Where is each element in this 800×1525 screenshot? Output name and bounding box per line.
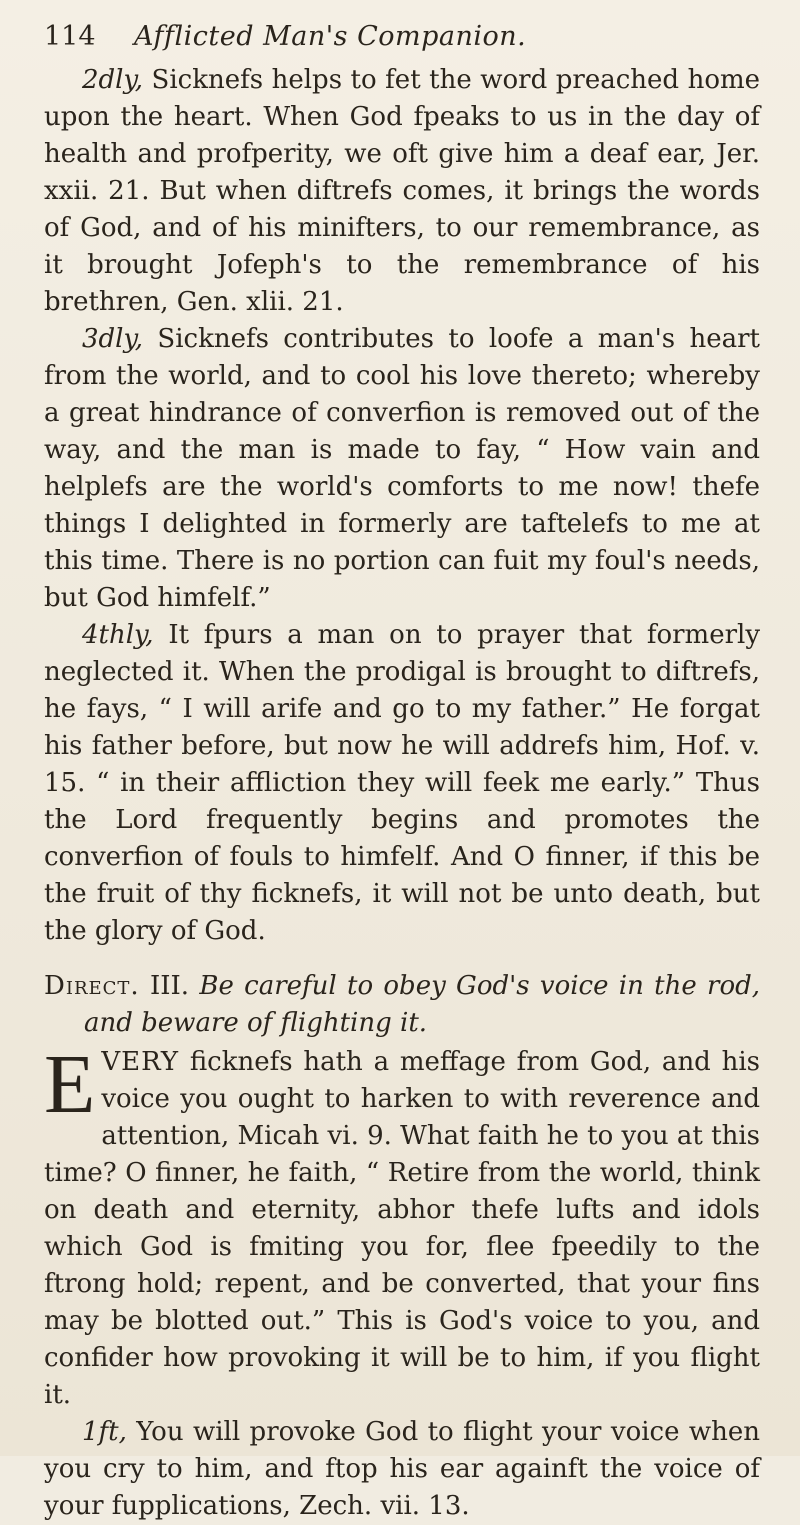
paragraph-lead: 4thly, (82, 620, 154, 650)
page-number: 114 (44, 21, 96, 52)
paragraph-text: You will provoke God to flight your voice when you cry to him, and ftop his ear againft the voice of your fupplications, Zech. vii. 13. (44, 1417, 760, 1521)
paragraph-fourthly (44, 617, 760, 950)
paragraph-firstly (44, 1414, 760, 1525)
paragraph-lead: 1ft, (82, 1417, 127, 1447)
paragraph-text: It fpurs a man on to prayer that formerly neglected it. When the prodigal is brought to diftrefs, he fays, “ I will arife and go to my father.” He forgat his father before, but now he will addrefs him, Hof. v. 15. “ in their affliction they will feek me early.” Thus the Lord frequently begins and promotes the converfion of fouls to himfelf. And O finner, if this be the fruit of thy ficknefs, it will not be unto death, but the glory of God. (44, 620, 761, 946)
direct-title: Be careful to obey God's voice in the rod, and beware of flighting it. (84, 971, 761, 1038)
drop-cap: E (44, 1038, 96, 1131)
first-word: VERY (101, 1047, 180, 1077)
page-body (44, 62, 760, 1525)
paragraph-text: ficknefs hath a meffage from God, and his voice you ought to harken to with reverence and attention, Micah vi. 9. What faith he to you at this time? O finner, he faith, “ Retire from the world, think on death and eternity, abhor thefe lufts and idols which God is fmiting you for, flee fpeedily to the ftrong hold; repent, and be converted, that your fins may be blotted out.” This is God's voice to you, and confider how provoking it will be to him, if you flight it. (44, 1047, 761, 1410)
paragraph-text: Sicknefs contributes to loofe a man's heart from the world, and to cool his love thereto; whereby a great hindrance of converfion is removed out of the way, and the man is made to fay, “ How vain and helplefs are the world's comforts to me now! thefe things I delighted in formerly are taftelefs to me at this time. There is no portion can fuit my foul's needs, but God himfelf.” (44, 324, 761, 613)
page-header (44, 22, 760, 62)
paragraph-text: Sicknefs helps to fet the word preached home upon the heart. When God fpeaks to us in the day of health and profperity, we oft give him a deaf ear, Jer. xxii. 21. But when diftrefs comes, it brings the words of God, and of his minifters, to our remembrance, as it brought Jofeph's to the remembrance of his brethren, Gen. xlii. 21. (44, 65, 761, 317)
paragraph-thirdly (44, 321, 760, 617)
direct-label: Direct. (44, 971, 140, 1001)
running-head: Afflicted Man's Companion. (134, 21, 527, 52)
paragraph-lead: 3dly, (82, 324, 144, 354)
paragraph-secondly (44, 62, 760, 321)
direct-number: III. (150, 971, 190, 1001)
direct-heading (44, 968, 760, 1042)
paragraph-lead: 2dly, (82, 65, 144, 95)
direct-paragraph (44, 1038, 761, 1414)
